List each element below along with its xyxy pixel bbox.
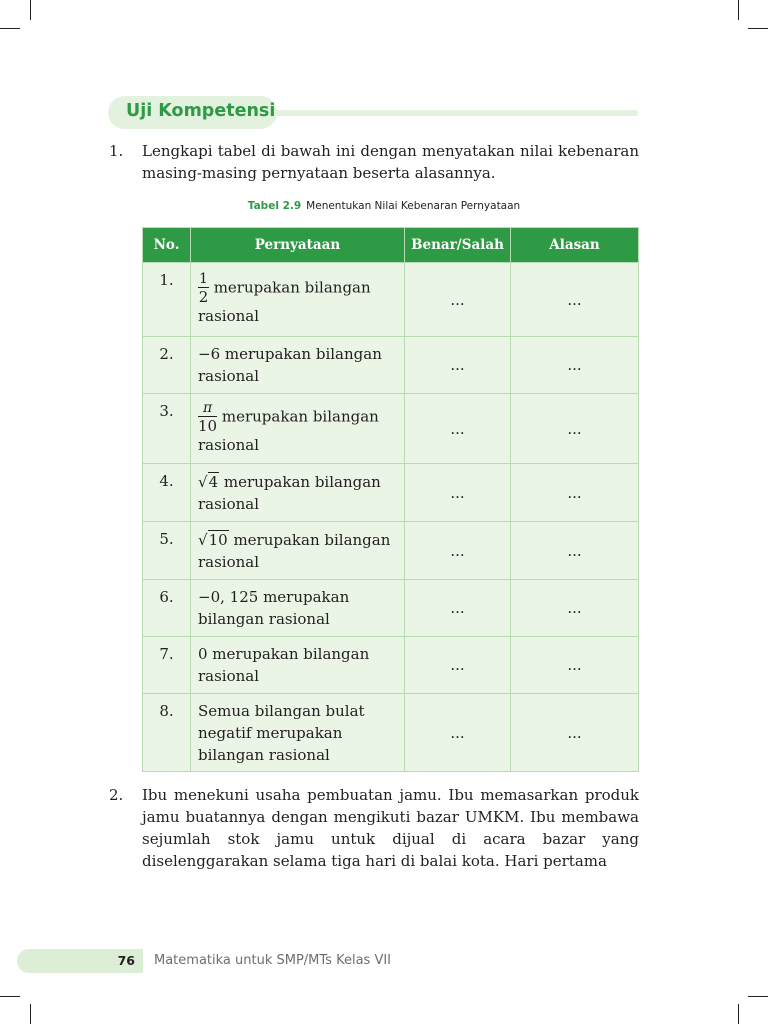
statement-cell: [191, 637, 405, 694]
statement-cell: [191, 694, 405, 772]
radical-sign: √: [198, 472, 208, 491]
radicand: 10: [208, 530, 228, 549]
table-caption: [0, 200, 768, 212]
square-root: [198, 472, 219, 491]
question-number: 2.: [109, 786, 124, 804]
row-number: 5.: [143, 522, 191, 580]
question-text: Ibu menekuni usaha pembuatan jamu. Ibu memasarkan produk jamu buatannya dengan mengikuti bazar UMKM. Ibu membawa sejumlah stok jamu untuk dijual di acara bazar yang diselenggarakan selama tiga hari di balai kota. Hari pertama: [142, 786, 639, 870]
statement-cell: [191, 337, 405, 394]
header-alasan: Alasan: [511, 228, 639, 263]
math-expression: −6: [198, 345, 221, 363]
statement-text: merupakan bilangan rasional: [198, 472, 381, 513]
statement-cell: [191, 263, 405, 337]
table-row: [143, 522, 639, 580]
header-benar-salah: Benar/Salah: [405, 228, 511, 263]
benar-salah-cell: ...: [405, 337, 511, 394]
fraction-numerator: π: [198, 401, 217, 417]
book-title: Matematika untuk SMP/MTs Kelas VII: [154, 953, 392, 968]
statement-text: merupakan bilangan rasional: [198, 407, 379, 454]
table-row: [143, 694, 639, 772]
fraction-denominator: 2: [198, 288, 209, 306]
table-caption-label: Tabel 2.9: [247, 200, 302, 212]
row-number: 4.: [143, 464, 191, 522]
alasan-cell: ...: [511, 637, 639, 694]
radical-sign: √: [198, 530, 208, 549]
benar-salah-cell: ...: [405, 263, 511, 337]
square-root: [198, 530, 229, 549]
row-number: 3.: [143, 394, 191, 464]
crop-mark: [738, 0, 739, 20]
benar-salah-cell: ...: [405, 637, 511, 694]
table-row: [143, 394, 639, 464]
crop-mark: [748, 28, 768, 29]
crop-mark: [0, 28, 20, 29]
benar-salah-cell: ...: [405, 522, 511, 580]
benar-salah-cell: ...: [405, 394, 511, 464]
benar-salah-cell: ...: [405, 694, 511, 772]
alasan-cell: ...: [511, 464, 639, 522]
table-row: [143, 580, 639, 637]
table-caption-text: Menentukan Nilai Kebenaran Pernyataan: [306, 200, 521, 212]
fraction: [198, 272, 209, 305]
question-text: Lengkapi tabel di bawah ini dengan menyatakan nilai kebenaran masing-masing pernyataan beserta alasannya.: [142, 142, 639, 182]
crop-mark: [748, 996, 768, 997]
section-header: [108, 96, 638, 129]
fraction-numerator: 1: [199, 271, 208, 287]
alasan-cell: ...: [511, 394, 639, 464]
section-rule: [268, 110, 638, 116]
math-expression: −0, 125: [198, 588, 259, 606]
section-title: Uji Kompetensi: [126, 101, 276, 121]
alasan-cell: ...: [511, 337, 639, 394]
row-number: 1.: [143, 263, 191, 337]
fraction-denominator: 10: [198, 417, 218, 435]
table-header-row: [143, 228, 639, 263]
benar-salah-cell: ...: [405, 580, 511, 637]
alasan-cell: ...: [511, 694, 639, 772]
statement-text: merupakan bilangan rasional: [198, 530, 391, 571]
statement-text: merupakan bilangan rasional: [198, 588, 350, 628]
crop-mark: [0, 996, 20, 997]
alasan-cell: ...: [511, 263, 639, 337]
statement-cell: [191, 464, 405, 522]
alasan-cell: ...: [511, 522, 639, 580]
statement-cell: [191, 522, 405, 580]
table-row: [143, 464, 639, 522]
question-2: [109, 784, 639, 872]
row-number: 7.: [143, 637, 191, 694]
statement-text: 0 merupakan bilangan rasional: [198, 645, 370, 685]
question-1: [109, 140, 639, 184]
benar-salah-cell: ...: [405, 464, 511, 522]
table-row: [143, 637, 639, 694]
radicand: 4: [208, 472, 219, 491]
statement-cell: [191, 580, 405, 637]
statement-text: merupakan bilangan rasional: [198, 278, 371, 325]
fraction: [198, 401, 217, 434]
alasan-cell: ...: [511, 580, 639, 637]
row-number: 2.: [143, 337, 191, 394]
statement-text: merupakan bilangan rasional: [198, 345, 382, 385]
header-no: No.: [143, 228, 191, 263]
header-pernyataan: Pernyataan: [191, 228, 405, 263]
crop-mark: [30, 1004, 31, 1024]
row-number: 8.: [143, 694, 191, 772]
page-number: 76: [117, 953, 135, 968]
crop-mark: [30, 0, 31, 20]
table-row: [143, 337, 639, 394]
row-number: 6.: [143, 580, 191, 637]
crop-mark: [738, 1004, 739, 1024]
table-row: [143, 263, 639, 337]
question-number: 1.: [109, 142, 124, 160]
statement-text: Semua bilangan bulat negatif merupakan bilangan rasional: [198, 701, 365, 764]
statement-cell: [191, 394, 405, 464]
statements-table: [142, 227, 639, 772]
